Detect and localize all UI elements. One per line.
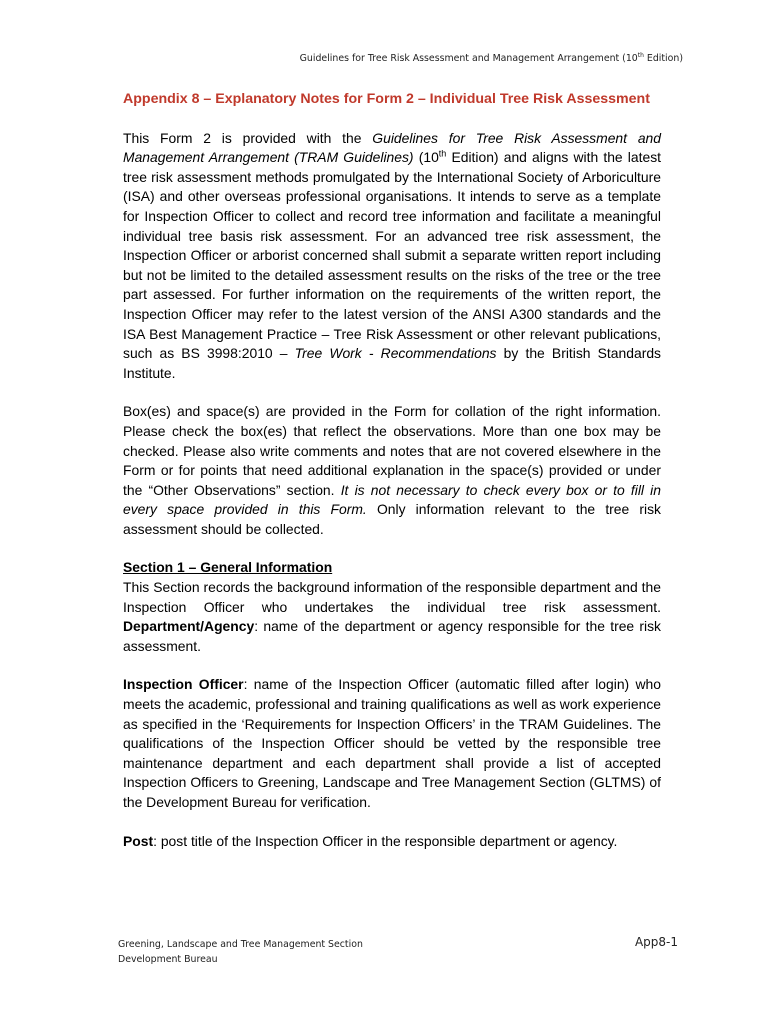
intro-paragraph: This Form 2 is provided with the Guidelines for Tree Risk Assessment and Management Arrangement (TRAM Guidelines) (10th Edition) and aligns with the latest tree risk assessment methods promulgated by the International Society of Arboriculture (ISA) and other overseas professional organisations. It intends to serve as a template for Inspection Officer to collect and record tree information and facilitate a meaningful individual tree basis risk assessment. For an advanced tree risk assessment, the Inspection Officer or arborist concerned shall submit a separate written report including but not be limited to the detailed assessment results on the risks of the tree or the tree part assessed. For further information on the requirements of the written report, the Inspection Officer may refer to the latest version of the ANSI A300 standards and the ISA Best Management Practice – Tree Risk Assessment or other relevant publications, such as BS 3998:2010 – Tree Work - Recommendations by the British Standards Institute. <box>123 129 662 381</box>
appendix-title: Appendix 8 – Explanatory Notes for Form 2 – Individual Tree Risk Assessment <box>123 91 650 107</box>
boxes-paragraph: Box(es) and space(s) are provided in the Form for collation of the right information. Please check the box(es) that reflect the observations. More than one box may be checked. Please also write comments and notes that are not covered elsewhere in the Form or for points that need additional explanation in the space(s) provided or under the “Other Observations” section. It is not necessary to check every box or to fill in every space provided in this Form. Only information relevant to the tree risk assessment should be collected. <box>123 403 662 537</box>
post-paragraph: Post: post title of the Inspection Officer in the responsible department or agency. <box>123 832 618 849</box>
running-header: Guidelines for Tree Risk Assessment and Management Arrangement (10th Edition) <box>299 51 683 64</box>
document-body <box>123 90 661 851</box>
section-1-heading: Section 1 – General Information <box>123 559 333 576</box>
inspection-officer-paragraph: Inspection Officer: name of the Inspection Officer (automatic filled after login) who meets the academic, professional and training qualifications as well as work experience as specified in the ‘Requirements for Inspection Officers’ in the TRAM Guidelines. The qualifications of the Inspection Officer should be vetted by the responsible tree maintenance department and each department shall provide a list of accepted Inspection Officers to Greening, Landscape and Tree Management Section (GLTMS) of the Development Bureau for verification. <box>123 676 661 810</box>
page-number: App8-1 <box>634 935 678 949</box>
section-1-intro: This Section records the background information of the responsible department and the Inspection Officer who undertakes the individual tree risk assessment. Department/Agency: name of the department or agency responsible for the tree risk assessment. <box>123 579 661 654</box>
footer-organisation: Greening, Landscape and Tree Management Section Development Bureau <box>118 939 363 965</box>
